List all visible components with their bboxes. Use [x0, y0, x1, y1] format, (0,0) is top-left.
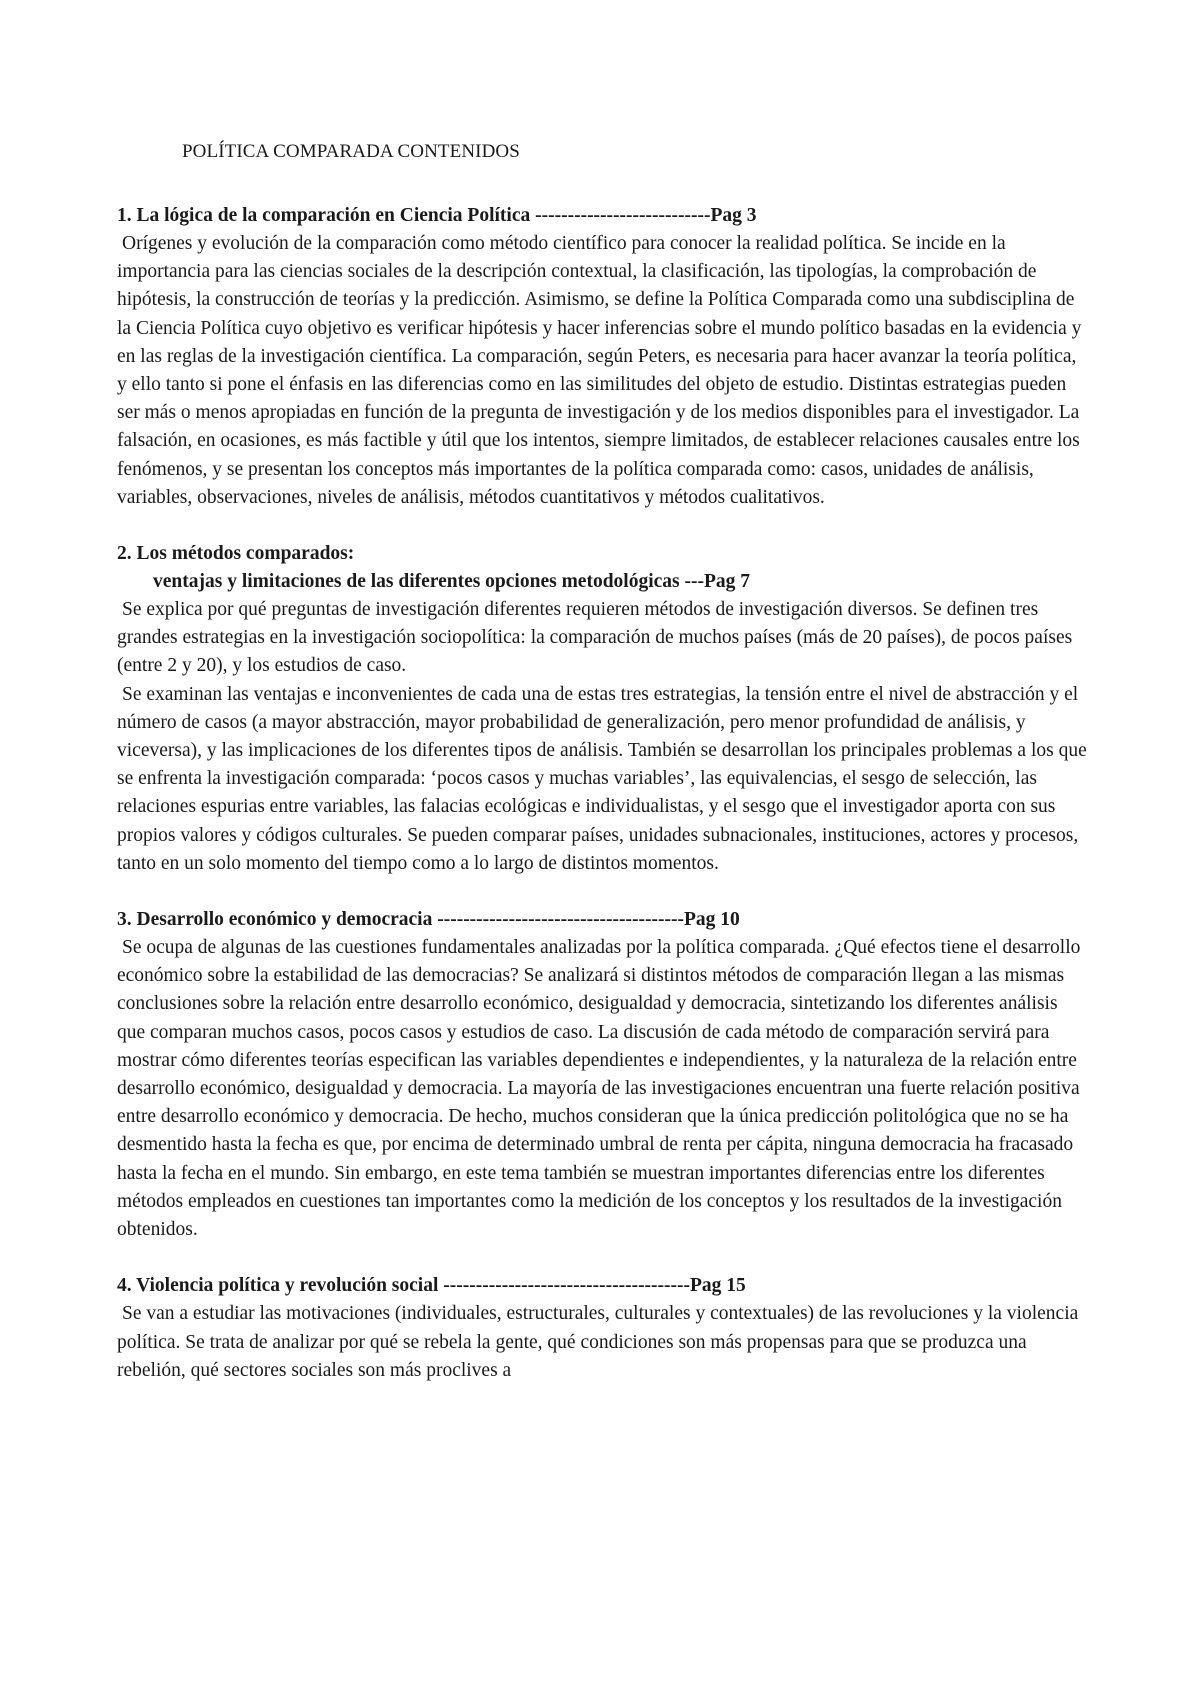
section-paragraph: Se van a estudiar las motivaciones (individuales, estructurales, culturales y contextuales) de las revoluciones y la violencia política. Se trata de analizar por qué se rebela la gente, qué condiciones son más propensas para que se produzca una rebelión, qué sectores sociales son más proclives a — [117, 1303, 1079, 1381]
section-2 — [117, 540, 1090, 878]
page-title: POLÍTICA COMPARADA CONTENIDOS — [182, 141, 520, 162]
section-heading: 1. La lógica de la comparación en Ciencia Política ---------------------------Pag 3 — [117, 205, 757, 226]
section-paragraph: Orígenes y evolución de la comparación como método científico para conocer la realidad política. Se incide en la importancia para las ciencias sociales de la descripción contextual, la clasificación, las tipologías, la comprobación de hipótesis, la construcción de teorías y la predicción. Asimismo, se define la Política Comparada como una subdisciplina de la Ciencia Política cuyo objetivo es verificar hipótesis y hacer inferencias sobre el mundo político basadas en la evidencia y en las reglas de la investigación científica. La comparación, según Peters, es necesaria para hacer avanzar la teoría política, y ello tanto si pone el énfasis en las diferencias como en las similitudes del objeto de estudio. Distintas estrategias pueden ser más o menos apropiadas en función de la pregunta de investigación y de los medios disponibles para el investigador. La falsación, en ocasiones, es más factible y útil que los intentos, siempre limitados, de establecer relaciones causales entre los fenómenos, y se presentan los conceptos más importantes de la política comparada como: casos, unidades de análisis, variables, observaciones, niveles de análisis, métodos cuantitativos y métodos cualitativos. — [117, 233, 1082, 508]
section-3 — [117, 906, 1090, 1244]
section-1 — [117, 202, 1090, 512]
section-heading: 3. Desarrollo económico y democracia --------------------------------------Pag 10 — [117, 909, 740, 931]
section-heading: 2. Los métodos comparados: — [117, 543, 355, 565]
section-paragraph: Se explica por qué preguntas de investigación diferentes requieren métodos de investigación diversos. Se definen tres grandes estrategias en la investigación sociopolítica: la comparación de muchos países (más de 20 países), de pocos países (entre 2 y 20), y los estudios de caso. — [117, 599, 1073, 677]
section-heading: 4. Violencia política y revolución social --------------------------------------Pag 15 — [117, 1275, 746, 1297]
section-paragraph: Se examinan las ventajas e inconvenientes de cada una de estas tres estrategias, la tensión entre el nivel de abstracción y el número de casos (a mayor abstracción, mayor probabilidad de generalización, pero menor profundidad de análisis, y viceversa), y las implicaciones de los diferentes tipos de análisis. También se desarrollan los principales problemas a los que se enfrenta la investigación comparada: ‘pocos casos y muchas variables’, las equivalencias, el sesgo de selección, las relaciones espurias entre variables, las falacias ecológicas e individualistas, y el sesgo que el investigador aporta con sus propios valores y códigos culturales. Se pueden comparar países, unidades subnacionales, instituciones, actores y procesos, tanto en un solo momento del tiempo como a lo largo de distintos momentos. — [117, 683, 1087, 874]
section-paragraph: Se ocupa de algunas de las cuestiones fundamentales analizadas por la política comparada. ¿Qué efectos tiene el desarrollo económico sobre la estabilidad de las democracias? Se analizará si distintos métodos de comparación llegan a las mismas conclusiones sobre la relación entre desarrollo económico, desigualdad y democracia, sintetizando los diferentes análisis que comparan muchos casos, pocos casos y estudios de caso. La discusión de cada método de comparación servirá para mostrar cómo diferentes teorías especifican las variables dependientes e independientes, y la naturaleza de la relación entre desarrollo económico, desigualdad y democracia. La mayoría de las investigaciones encuentran una fuerte relación positiva entre desarrollo económico y democracia. De hecho, muchos consideran que la única predicción politológica que no se ha desmentido hasta la fecha es que, por encima de determinado umbral de renta per cápita, ninguna democracia ha fracasado hasta la fecha en el mundo. Sin embargo, en este tema también se muestran importantes diferencias entre los diferentes métodos empleados en cuestiones tan importantes como la medición de los conceptos y los resultados de la investigación obtenidos. — [117, 937, 1081, 1241]
section-subheading: ventajas y limitaciones de las diferentes opciones metodológicas ---Pag 7 — [153, 571, 751, 593]
section-4 — [117, 1272, 1090, 1385]
